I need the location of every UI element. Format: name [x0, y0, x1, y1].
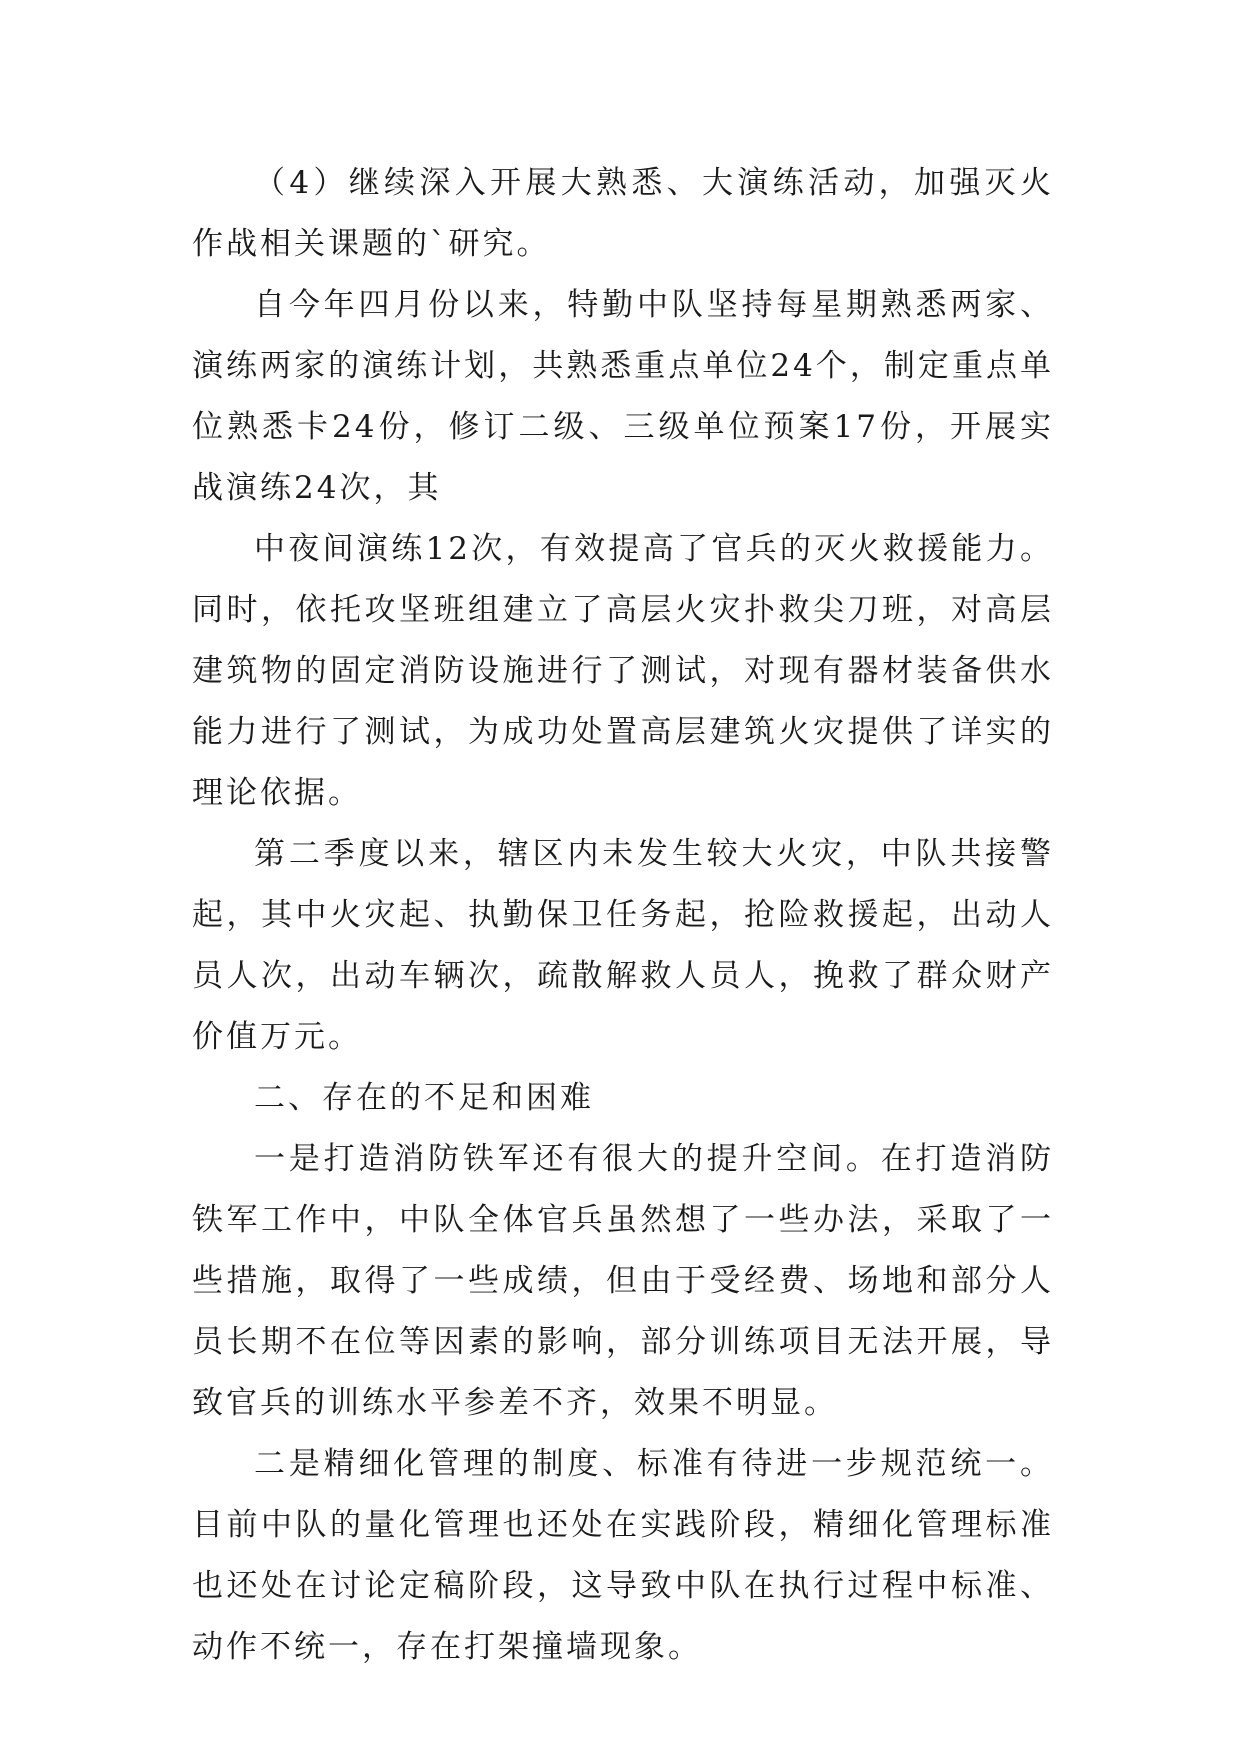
paragraph-second-quarter: 第二季度以来，辖区内未发生较大火灾，中队共接警起，其中火灾起、执勤保卫任务起，抢险救援起，出动人员人次，出动车辆次，疏散解救人员人，挽救了群众财产价值万元。 — [192, 836, 1054, 1055]
paragraph-drill-research: （4）继续深入开展大熟悉、大演练活动，加强灭火作战相关课题的`研究。 — [192, 165, 1054, 262]
paragraph-shortcoming-two: 二是精细化管理的制度、标准有待进一步规范统一。目前中队的量化管理也还处在实践阶段，精细化管理标准也还处在讨论定稿阶段，这导致中队在执行过程中标准、动作不统一，存在打架撞墙现象。 — [192, 1446, 1054, 1665]
paragraph-shortcoming-one: 一是打造消防铁军还有很大的提升空间。在打造消防铁军工作中，中队全体官兵虽然想了一些办法，采取了一些措施，取得了一些成绩，但由于受经费、场地和部分人员长期不在位等因素的影响，部分训练项目无法开展，导致官兵的训练水平参差不齐，效果不明显。 — [192, 1141, 1054, 1421]
document-body — [192, 153, 1054, 1678]
section-heading-shortcomings: 二、存在的不足和困难 — [254, 1080, 594, 1116]
paragraph-drill-plan: 自今年四月份以来，特勤中队坚持每星期熟悉两家、演练两家的演练计划，共熟悉重点单位24个，制定重点单位熟悉卡24份，修订二级、三级单位预案17份，开展实战演练24次，其 — [192, 287, 1054, 506]
paragraph-night-drills: 中夜间演练12次，有效提高了官兵的灭火救援能力。同时，依托攻坚班组建立了高层火灾扑救尖刀班，对高层建筑物的固定消防设施进行了测试，对现有器材装备供水能力进行了测试，为成功处置高层建筑火灾提供了详实的理论依据。 — [192, 531, 1054, 811]
